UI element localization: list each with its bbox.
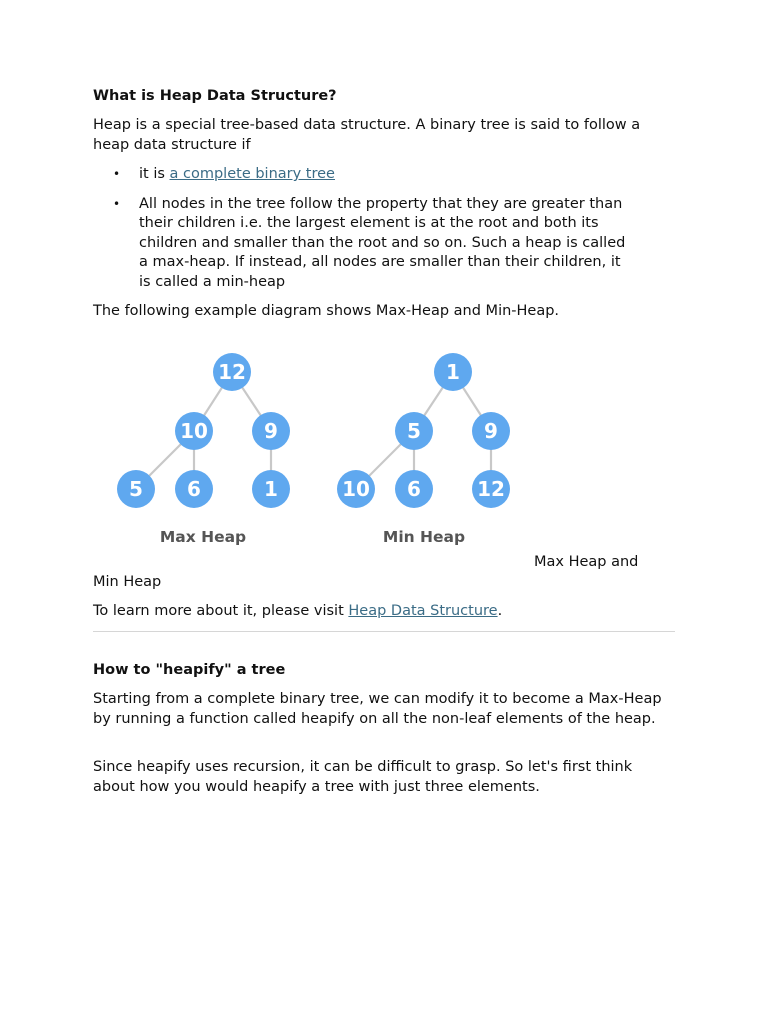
min-heap-node-root bbox=[434, 353, 472, 391]
svg-text:5: 5 bbox=[129, 477, 143, 501]
svg-text:1: 1 bbox=[446, 360, 460, 384]
min-heap-node bbox=[395, 412, 433, 450]
svg-text:10: 10 bbox=[342, 477, 370, 501]
svg-text:6: 6 bbox=[187, 477, 201, 501]
max-heap-node bbox=[175, 470, 213, 508]
complete-binary-tree-link[interactable]: a complete binary tree bbox=[169, 166, 335, 182]
heap-diagram bbox=[0, 330, 560, 560]
min-heap-label: Min Heap bbox=[382, 528, 466, 546]
heading-what-is-heap: What is Heap Data Structure? bbox=[93, 88, 337, 104]
list-item bbox=[93, 165, 633, 185]
max-heap-node bbox=[252, 412, 290, 450]
list-item bbox=[93, 195, 633, 293]
svg-text:12: 12 bbox=[477, 477, 505, 501]
max-heap-node bbox=[175, 412, 213, 450]
learn-more-prefix: To learn more about it, please visit bbox=[93, 603, 349, 619]
max-heap-label: Max Heap bbox=[159, 528, 247, 546]
min-heap-node bbox=[395, 470, 433, 508]
learn-more-paragraph bbox=[93, 602, 675, 622]
min-heap-node bbox=[472, 470, 510, 508]
svg-text:5: 5 bbox=[407, 419, 421, 443]
heading-how-to-heapify: How to "heapify" a tree bbox=[93, 662, 286, 678]
caption-line2: Min Heap bbox=[93, 573, 162, 590]
min-heap-node bbox=[337, 470, 375, 508]
heap-intro-paragraph: Heap is a special tree-based data structure. A binary tree is said to follow a heap data structure if bbox=[93, 117, 641, 153]
svg-text:9: 9 bbox=[264, 419, 278, 443]
svg-text:1: 1 bbox=[264, 477, 278, 501]
caption-line1: Max Heap and bbox=[534, 554, 639, 570]
diagram-intro-paragraph: The following example diagram shows Max-Heap and Min-Heap. bbox=[93, 303, 560, 319]
heapify-paragraph-1: Starting from a complete binary tree, we can modify it to become a Max-Heap by running a function called heapify on all the non-leaf elements of the heap. bbox=[93, 691, 662, 727]
max-heap-node bbox=[252, 470, 290, 508]
svg-text:10: 10 bbox=[180, 419, 208, 443]
section-divider bbox=[93, 631, 675, 632]
bullet2-text: All nodes in the tree follow the property that they are greater than their children i.e. the largest element is at the root and both its children and smaller than the root and so on. Such a heap is called a max-heap. If instead, all nodes are smaller than their children, it is called a min-heap bbox=[139, 195, 626, 290]
heap-data-structure-link[interactable]: Heap Data Structure bbox=[348, 603, 498, 619]
heapify-paragraph-2: Since heapify uses recursion, it can be difficult to grasp. So let's first think about how you would heapify a tree with just three elements. bbox=[93, 759, 633, 795]
min-heap-node bbox=[472, 412, 510, 450]
svg-text:6: 6 bbox=[407, 477, 421, 501]
learn-more-suffix: . bbox=[497, 603, 503, 619]
max-heap-node-root bbox=[213, 353, 251, 391]
bullet1-prefix: it is bbox=[139, 166, 170, 182]
max-heap-node bbox=[117, 470, 155, 508]
heap-properties-list bbox=[93, 165, 633, 292]
svg-text:12: 12 bbox=[218, 360, 246, 384]
svg-text:9: 9 bbox=[484, 419, 498, 443]
